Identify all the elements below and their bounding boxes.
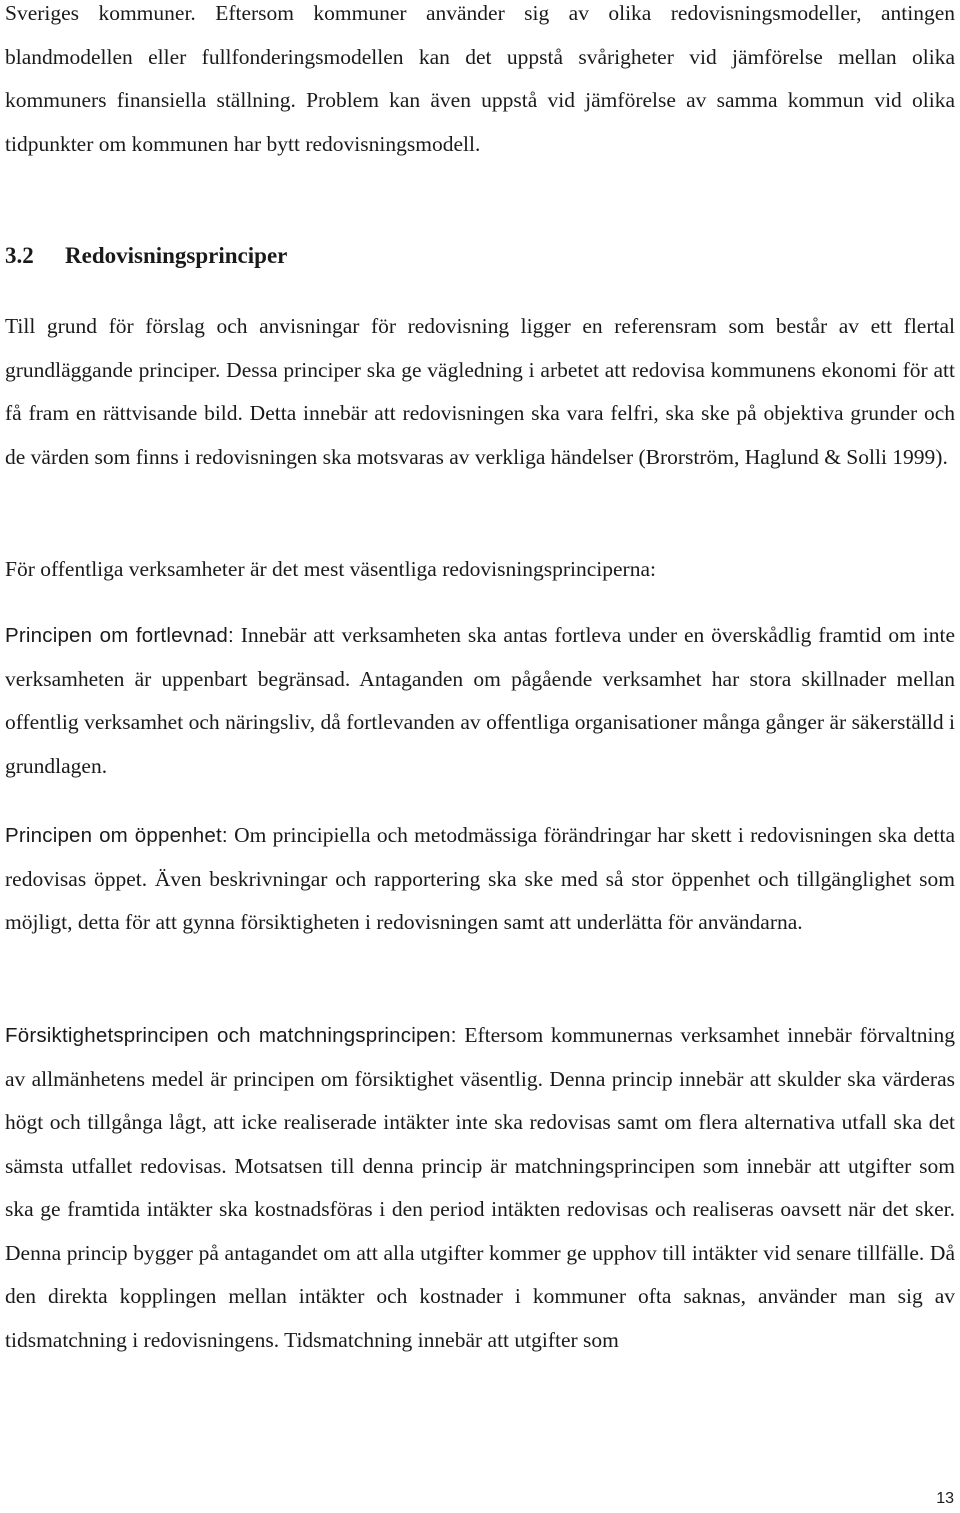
principle-text: Om principiella och metodmässiga förändringar har skett i redovisningen ska detta redovisas öppet. Även beskrivningar och rapportering ska ske med så stor öppenhet och tillgänglighet som möjligt, detta för att gynna försiktigheten i redovisningen samt att underlätta för användarna. (5, 823, 955, 934)
section-number: 3.2 (5, 243, 34, 268)
principle-fortlevnad (5, 614, 955, 788)
principle-term: Principen om öppenhet: (5, 824, 228, 847)
body-paragraph-2: För offentliga verksamheter är det mest väsentliga redovisningsprinciperna: (5, 557, 656, 581)
intro-paragraph: Sveriges kommuner. Eftersom kommuner använder sig av olika redovisningsmodeller, antingen blandmodellen eller fullfonderingsmodellen kan det uppstå svårigheter vid jämförelse mellan olika kommuners finansiella ställning. Problem kan även uppstå vid jämförelse av samma kommun vid olika tidpunkter om kommunen har bytt redovisningsmodell. (5, 1, 955, 156)
page-number: 13 (936, 1490, 954, 1507)
principle-oppenhet (5, 814, 955, 945)
section-heading (5, 234, 287, 277)
section-title: Redovisningsprinciper (65, 243, 288, 268)
principle-term: Principen om fortlevnad: (5, 624, 234, 647)
principle-text: Innebär att verksamheten ska antas fortleva under en överskådlig framtid om inte verksamheten är uppenbart begränsad. Antaganden om pågående verksamhet har stora skillnader mellan offentlig verksamhet och näringsliv, då fortlevanden av offentliga organisationer många gånger är säkerställd i grundlagen. (5, 623, 955, 778)
body-paragraph-1: Till grund för förslag och anvisningar för redovisning ligger en referensram som består av ett flertal grundläggande principer. Dessa principer ska ge vägledning i arbetet att redovisa kommunens ekonomi för att få fram en rättvisande bild. Detta innebär att redovisningen ska vara felfri, ska ske på objektiva grunder och de värden som finns i redovisningen ska motsvaras av verkliga händelser (Brorström, Haglund & Solli 1999). (5, 314, 955, 469)
principle-term: Försiktighetsprincipen och matchningsprincipen: (5, 1024, 457, 1047)
principle-text: Eftersom kommunernas verksamhet innebär förvaltning av allmänhetens medel är principen om försiktighet väsentlig. Denna princip innebär att skulder ska värderas högt och tillgånga lågt, att icke realiserade intäkter inte ska redovisas samt om flera alternativa utfall ska det sämsta utfallet redovisas. Motsatsen till denna princip är matchningsprincipen som innebär att utgifter som ska ge framtida intäkter ska kostnadsföras i den period intäkten redovisas och realiseras oavsett när det sker. Denna princip bygger på antagandet om att alla utgifter kommer ge upphov till intäkter vid senare tillfälle. Då den direkta kopplingen mellan intäkter och kostnader i kommuner ofta saknas, använder man sig av tidsmatchning i redovisningens. Tidsmatchning innebär att utgifter som (5, 1023, 955, 1352)
principle-forsiktighet (5, 1014, 955, 1362)
